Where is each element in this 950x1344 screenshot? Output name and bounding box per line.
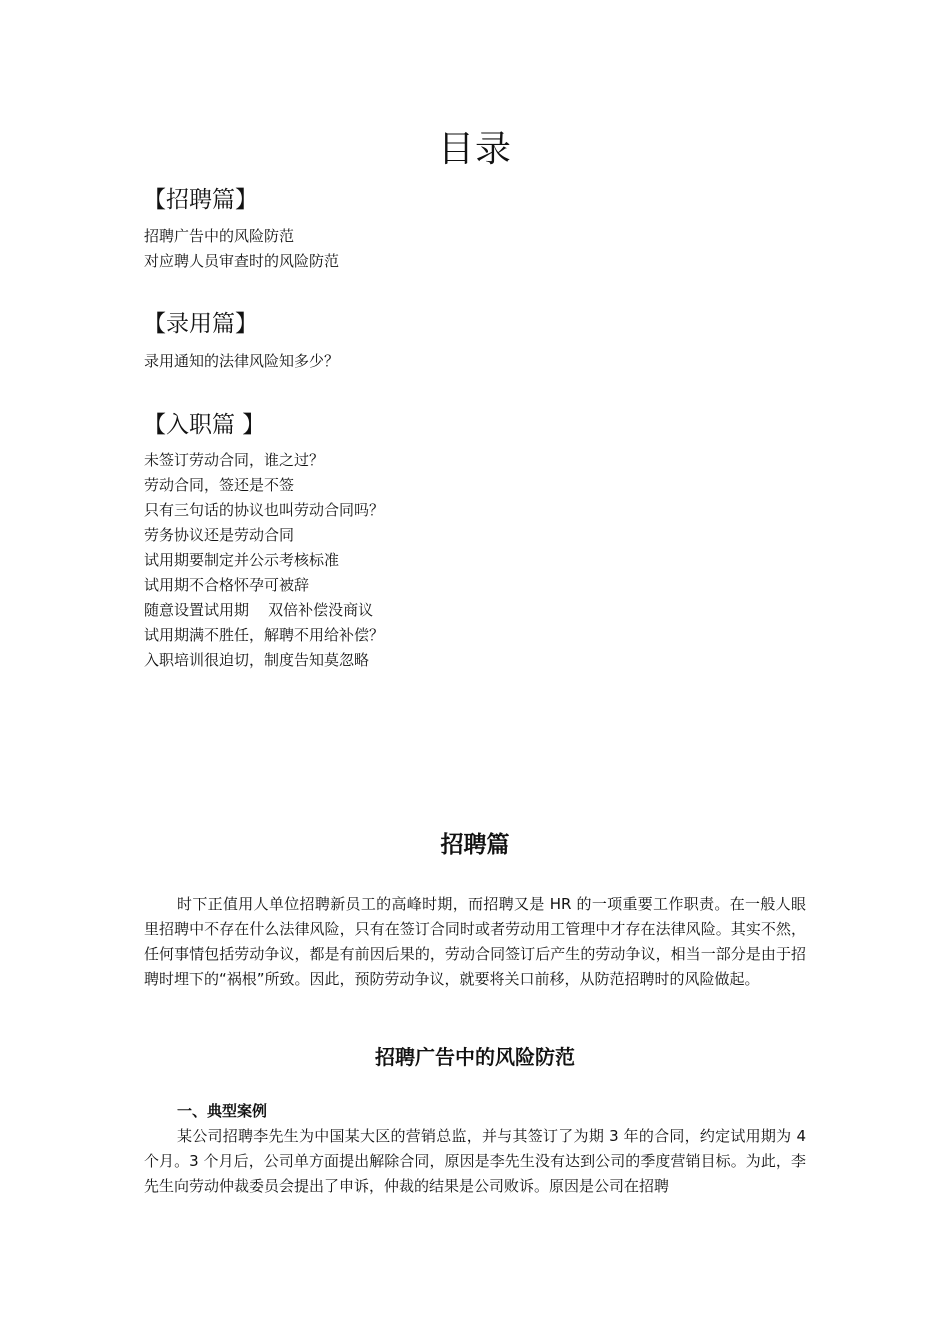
toc-item[interactable]: 劳动合同，签还是不签 (144, 476, 295, 494)
toc-heading-onboarding: 【入职篇 】 (143, 412, 266, 438)
toc-item[interactable]: 只有三句话的协议也叫劳动合同吗？ (144, 501, 385, 519)
toc-heading-hiring: 【录用篇】 (143, 311, 258, 337)
chapter-title: 招聘篇 (440, 832, 510, 858)
toc-item[interactable]: 劳务协议还是劳动合同 (144, 526, 295, 544)
case-paragraph: 某公司招聘李先生为中国某大区的营销总监，并与其签订了为期 3 年的合同，约定试用期为 4 个月。3 个月后，公司单方面提出解除合同，原因是李先生没有达到公司的季度营销目标。为此，李先生向劳动仲裁委员会提出了申诉，仲裁的结果是公司败诉。原因是公司在招聘 (144, 1127, 806, 1195)
toc-list-recruitment (144, 224, 339, 274)
toc-item[interactable]: 试用期满不胜任，解聘不用给补偿？ (144, 626, 385, 644)
toc-list-hiring (144, 349, 339, 374)
toc-item[interactable]: 随意设置试用期 双倍补偿没商议 (144, 601, 374, 619)
toc-item[interactable]: 试用期不合格怀孕可被辞 (144, 576, 310, 594)
chapter-intro-paragraph: 时下正值用人单位招聘新员工的高峰时期，而招聘又是 HR 的一项重要工作职责。在一般人眼里招聘中不存在什么法律风险，只有在签订合同时或者劳动用工管理中才存在法律风险。其实不然，任何事情包括劳动争议，都是有前因后果的，劳动合同签订后产生的劳动争议，相当一部分是由于招聘时埋下的“祸根”所致。因此，预防劳动争议，就要将关口前移，从防范招聘时的风险做起。 (144, 895, 806, 988)
toc-item[interactable]: 未签订劳动合同，谁之过？ (144, 451, 325, 469)
toc-title: 目录 (437, 129, 512, 170)
toc-item[interactable]: 对应聘人员审查时的风险防范 (144, 252, 340, 270)
toc-item[interactable]: 入职培训很迫切，制度告知莫忽略 (144, 651, 370, 669)
toc-item[interactable]: 录用通知的法律风险知多少？ (144, 352, 340, 370)
case-heading: 一、典型案例 (177, 1102, 268, 1120)
toc-item[interactable]: 试用期要制定并公示考核标准 (144, 551, 340, 569)
toc-item[interactable]: 招聘广告中的风险防范 (144, 227, 295, 245)
section-title: 招聘广告中的风险防范 (375, 1045, 575, 1069)
toc-list-onboarding (144, 448, 384, 673)
toc-heading-recruitment: 【招聘篇】 (143, 187, 258, 213)
